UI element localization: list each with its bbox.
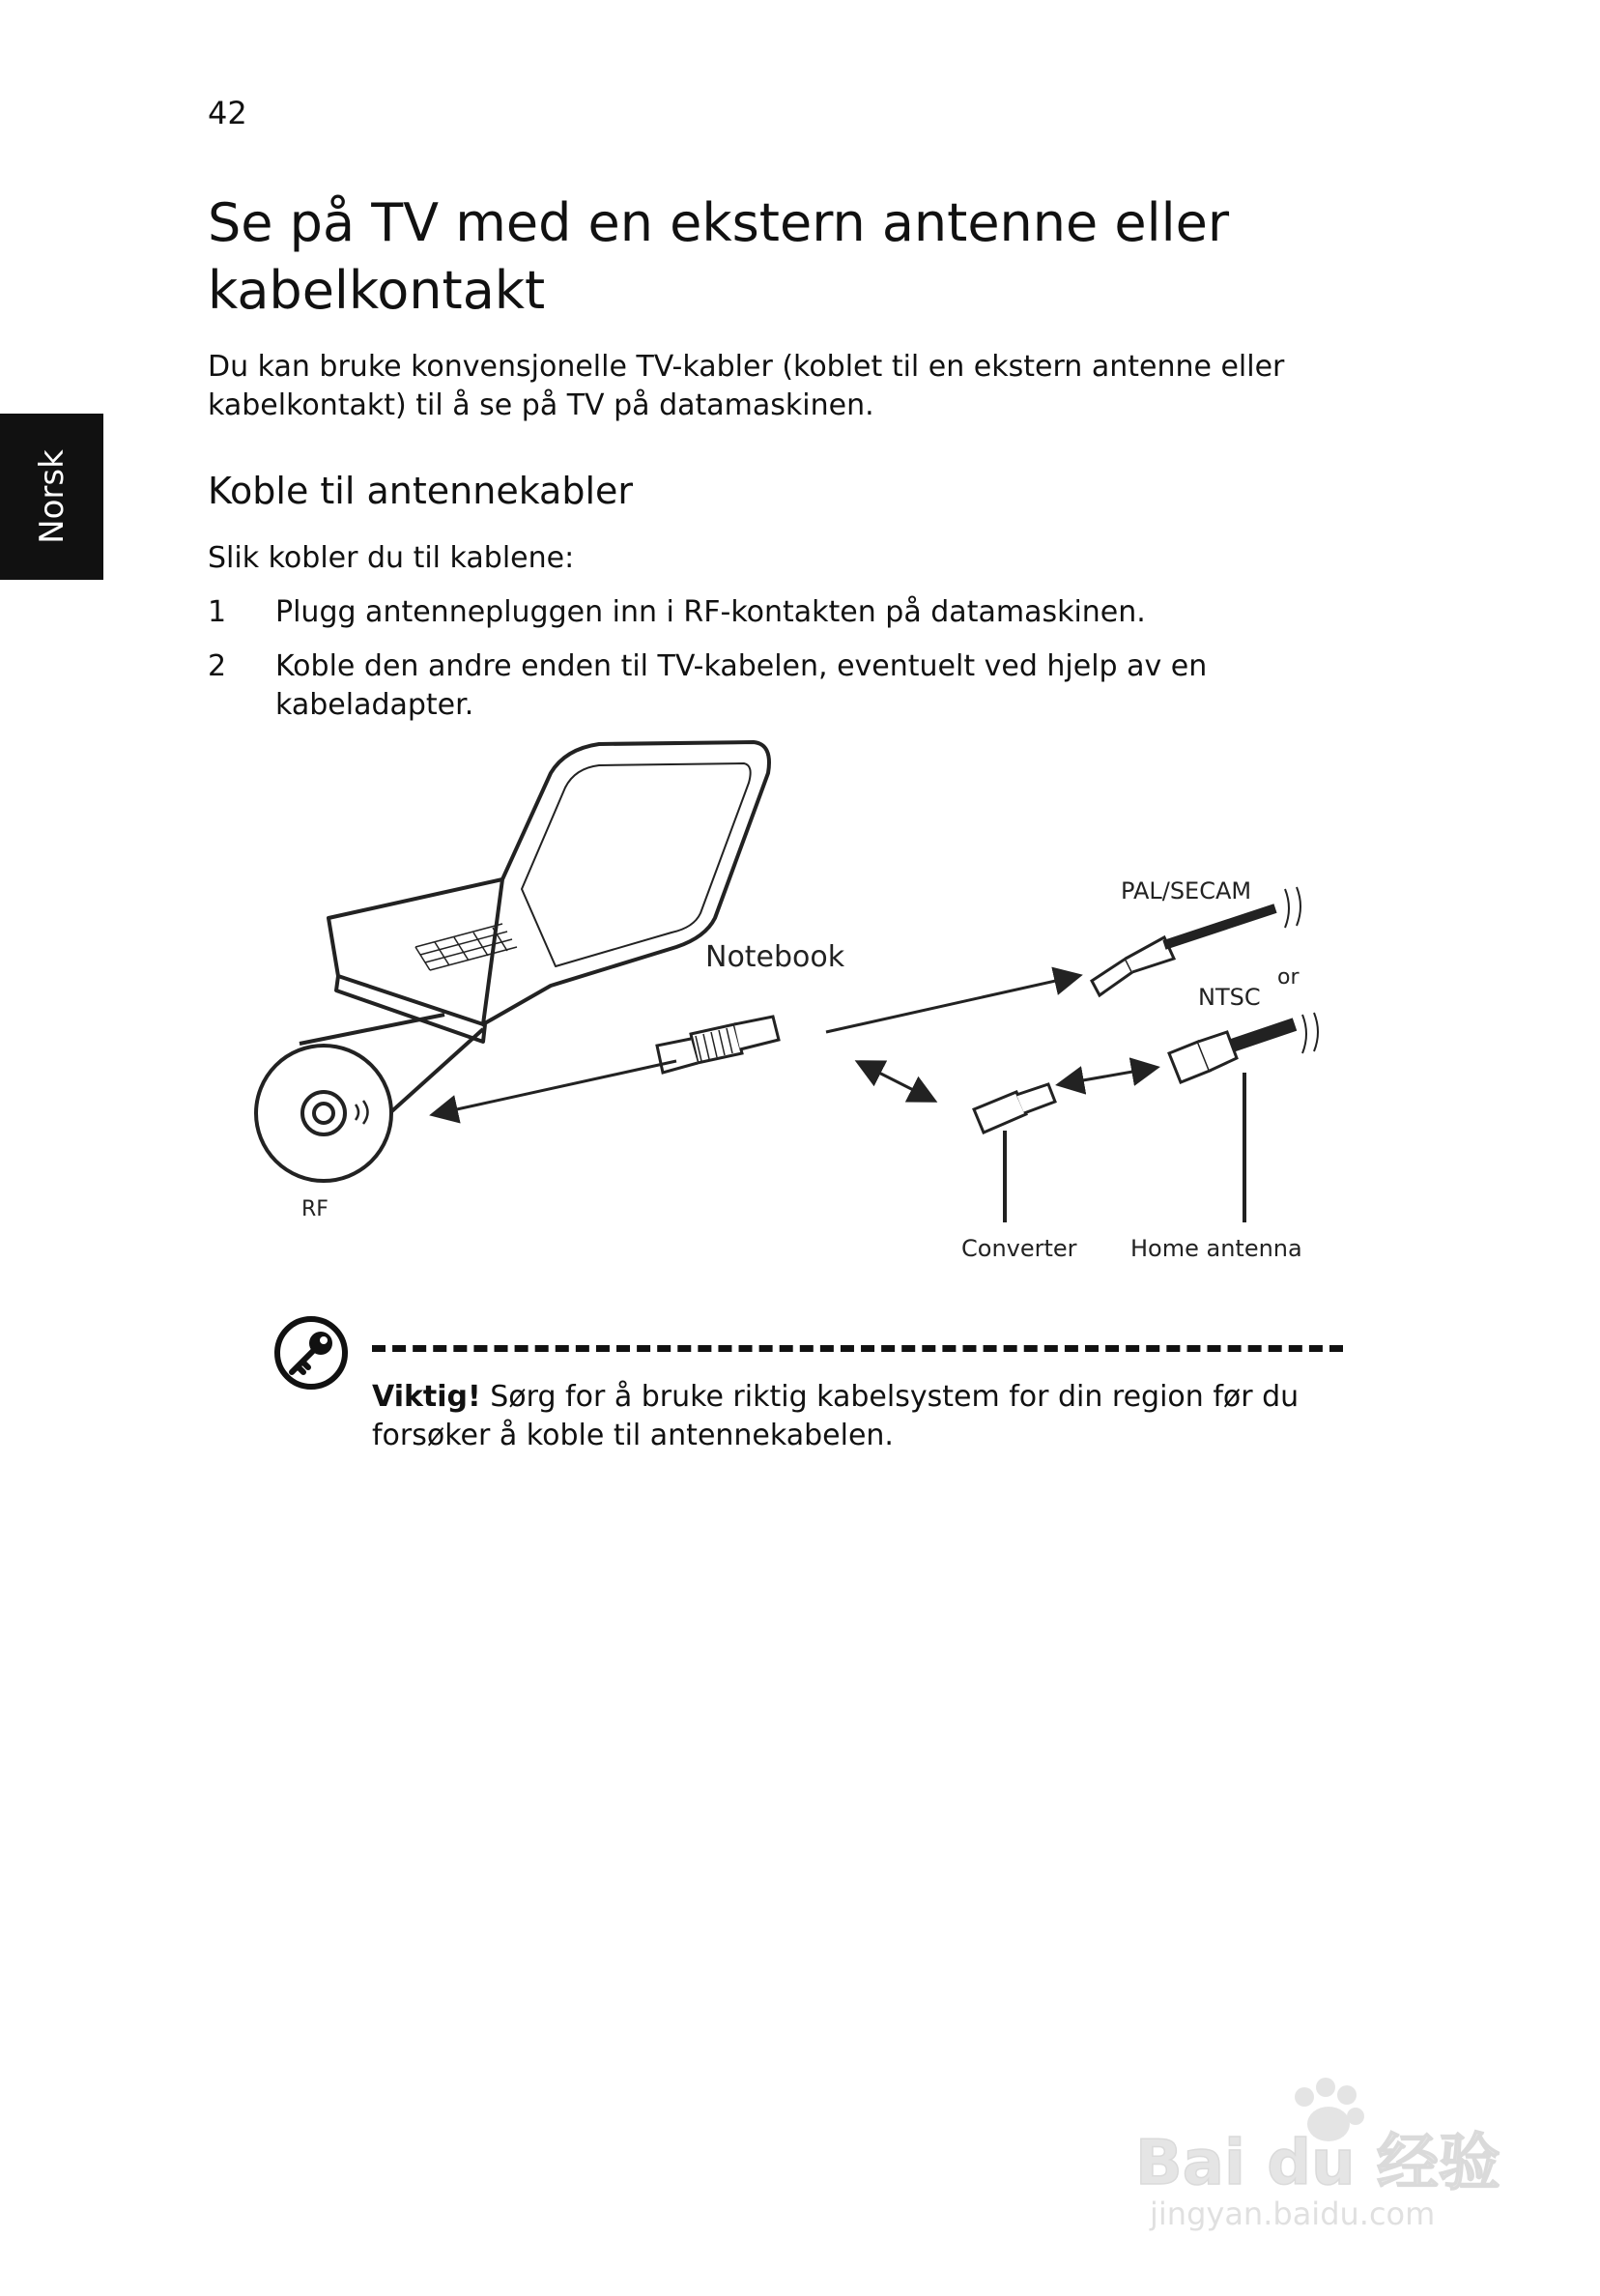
watermark-url: jingyan.baidu.com — [1150, 2196, 1436, 2232]
notebook-illustration — [329, 742, 769, 1042]
note-text: Sørg for å bruke riktig kabelsystem for din region før du forsøker å koble til antennekabelen. — [372, 1380, 1300, 1452]
rf-label: RF — [301, 1197, 329, 1221]
ntsc-connector-illustration — [1169, 1013, 1318, 1082]
step-number: 1 — [208, 595, 227, 629]
notebook-label: Notebook — [705, 940, 845, 974]
important-note — [372, 1378, 1348, 1455]
baidu-watermark — [1126, 2039, 1512, 2232]
pal-secam-label: PAL/SECAM — [1121, 877, 1252, 904]
ntsc-label: NTSC — [1198, 984, 1261, 1011]
rf-port-callout — [256, 1015, 483, 1181]
coax-plug-illustration — [657, 1017, 779, 1073]
list-item — [208, 647, 1319, 725]
converter-illustration — [974, 1084, 1055, 1133]
connection-diagram — [232, 734, 1333, 1276]
step-text: Koble den andre enden til TV-kabelen, eventuelt ved hjelp av en kabeladapter. — [275, 649, 1208, 722]
page-number: 42 — [208, 95, 247, 131]
step-text: Plugg antennepluggen inn i RF-kontakten på datamaskinen. — [275, 595, 1146, 629]
intro-paragraph: Du kan bruke konvensjonelle TV-kabler (koblet til en ekstern antenne eller kabelkontakt) til å se på TV på datamaskinen. — [208, 350, 1285, 422]
note-label: Viktig! — [372, 1380, 481, 1414]
home-antenna-label: Home antenna — [1130, 1235, 1302, 1262]
note-divider — [372, 1345, 1343, 1352]
language-side-tab — [0, 414, 103, 580]
section-heading: Koble til antennekabler — [208, 470, 634, 512]
side-tab-label: Norsk — [32, 449, 71, 544]
or-label: or — [1277, 965, 1300, 990]
steps-list — [208, 593, 1319, 740]
steps-lead: Slik kobler du til kablene: — [208, 541, 575, 575]
page-title: Se på TV med en ekstern antenne eller kabelkontakt — [208, 192, 1230, 321]
step-number: 2 — [208, 649, 227, 683]
list-item — [208, 593, 1319, 632]
key-icon — [272, 1314, 350, 1392]
converter-label: Converter — [961, 1235, 1077, 1262]
watermark-brand: Bai du 经验 — [1135, 2128, 1500, 2199]
